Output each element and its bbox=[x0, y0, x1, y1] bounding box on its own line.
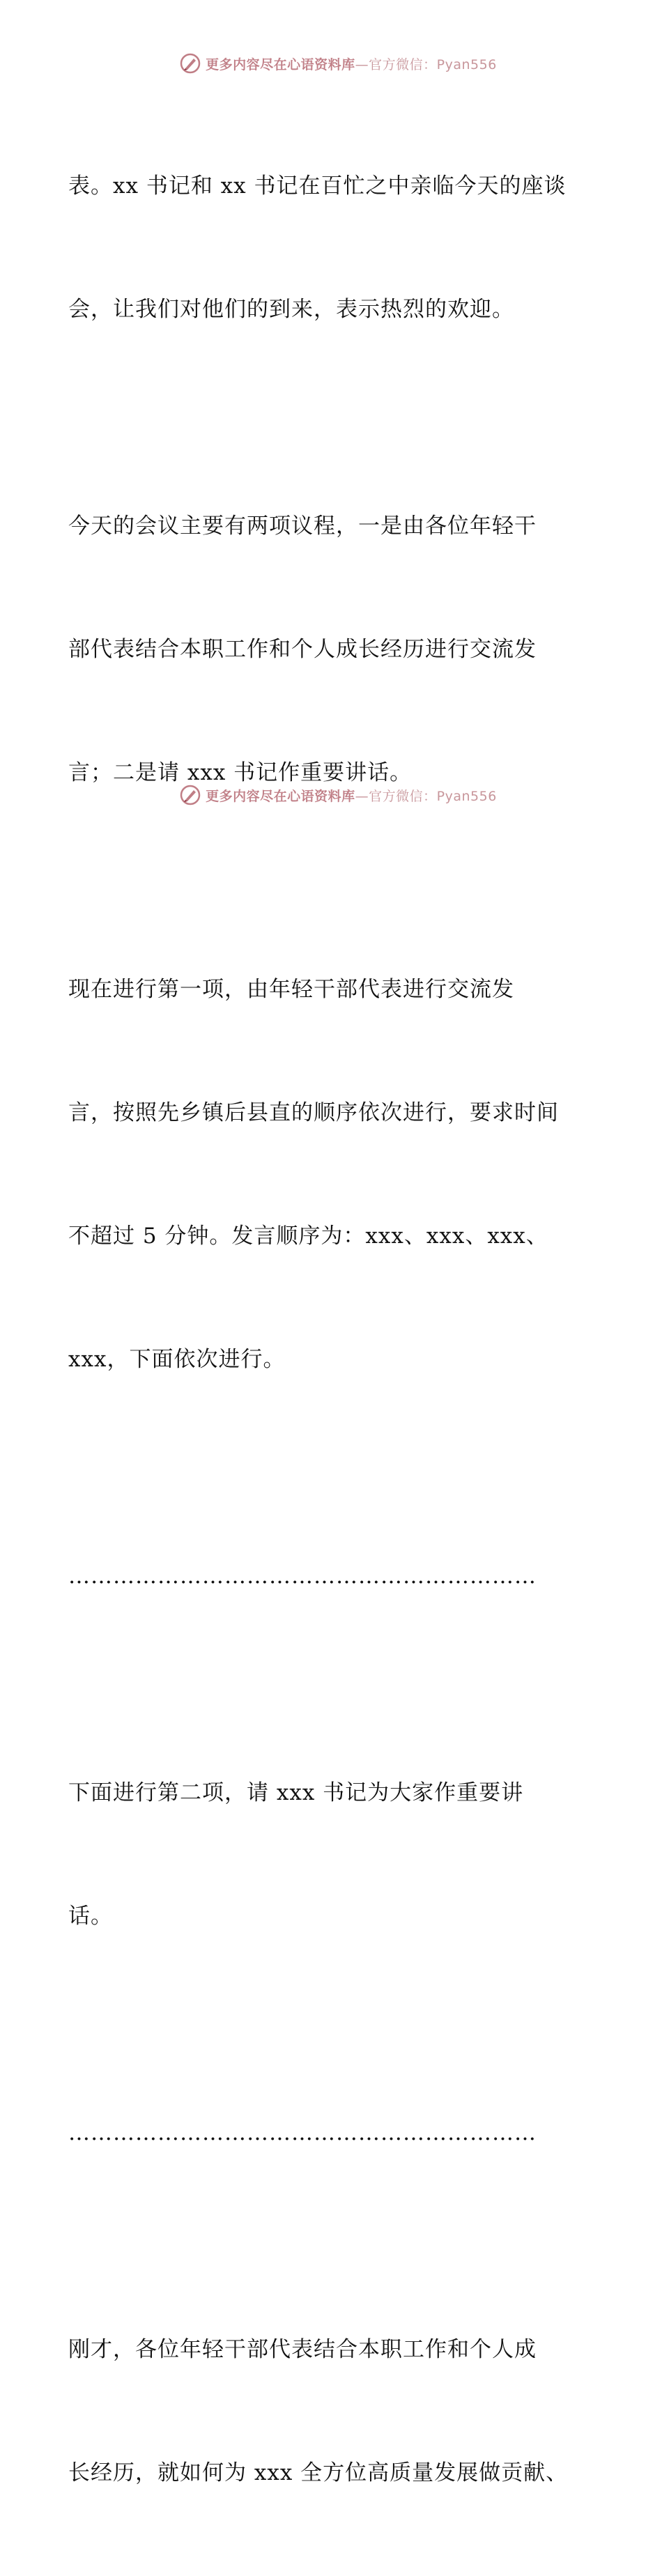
watermark-text bbox=[206, 54, 497, 73]
watermark-brand: 更多内容尽在心语资料库 bbox=[206, 788, 355, 804]
watermark-dash: — bbox=[355, 788, 369, 804]
text-line: 下面进行第二项，请 xxx 书记为大家作重要讲 bbox=[68, 1780, 524, 1805]
watermark-inner bbox=[179, 784, 497, 806]
text-line: 会，让我们对他们的到来，表示热烈的欢迎。 bbox=[68, 297, 514, 322]
pen-logo-icon bbox=[179, 784, 201, 806]
text-line: 言，按照先乡镇后县直的顺序依次进行，要求时间 bbox=[68, 1100, 559, 1125]
watermark-text bbox=[206, 786, 497, 805]
watermark-suffix: 官方微信：Pyan556 bbox=[369, 56, 497, 72]
paragraph-5 bbox=[68, 2247, 598, 2576]
text-line: 现在进行第一项，由年轻干部代表进行交流发 bbox=[68, 977, 514, 1002]
text-line: 不超过 5 分钟。发言顺序为：xxx、xxx、xxx、 bbox=[68, 1224, 548, 1249]
text-line: 话。 bbox=[68, 1904, 113, 1929]
document-body bbox=[68, 84, 598, 2576]
text-line: ……………………………………………………… bbox=[68, 2120, 537, 2145]
text-line: 刚才，各位年轻干部代表结合本职工作和个人成 bbox=[68, 2337, 537, 2362]
watermark-dash: — bbox=[355, 56, 369, 72]
text-line: xxx，下面依次进行。 bbox=[68, 1347, 286, 1372]
ellipsis-divider-1 bbox=[68, 1474, 598, 1679]
text-line: ……………………………………………………… bbox=[68, 1564, 537, 1589]
text-line: 部代表结合本职工作和个人成长经历进行交流发 bbox=[68, 637, 537, 662]
text-line: 言；二是请 xxx 书记作重要讲话。 bbox=[68, 760, 413, 785]
paragraph-3 bbox=[68, 887, 598, 1463]
text-line: 今天的会议主要有两项议程，一是由各位年轻干 bbox=[68, 514, 537, 539]
ellipsis-divider-2 bbox=[68, 2030, 598, 2236]
text-line: 长经历，就如何为 xxx 全方位高质量发展做贡献、 bbox=[68, 2460, 569, 2485]
pen-logo-icon bbox=[179, 52, 201, 75]
watermark-inner bbox=[179, 52, 497, 75]
footer-watermark bbox=[0, 781, 662, 809]
header-watermark bbox=[0, 49, 662, 77]
paragraph-4 bbox=[68, 1690, 598, 2019]
paragraph-1 bbox=[68, 84, 598, 412]
text-line: 表。xx 书记和 xx 书记在百忙之中亲临今天的座谈 bbox=[68, 173, 567, 199]
watermark-suffix: 官方微信：Pyan556 bbox=[369, 788, 497, 804]
watermark-brand: 更多内容尽在心语资料库 bbox=[206, 56, 355, 72]
